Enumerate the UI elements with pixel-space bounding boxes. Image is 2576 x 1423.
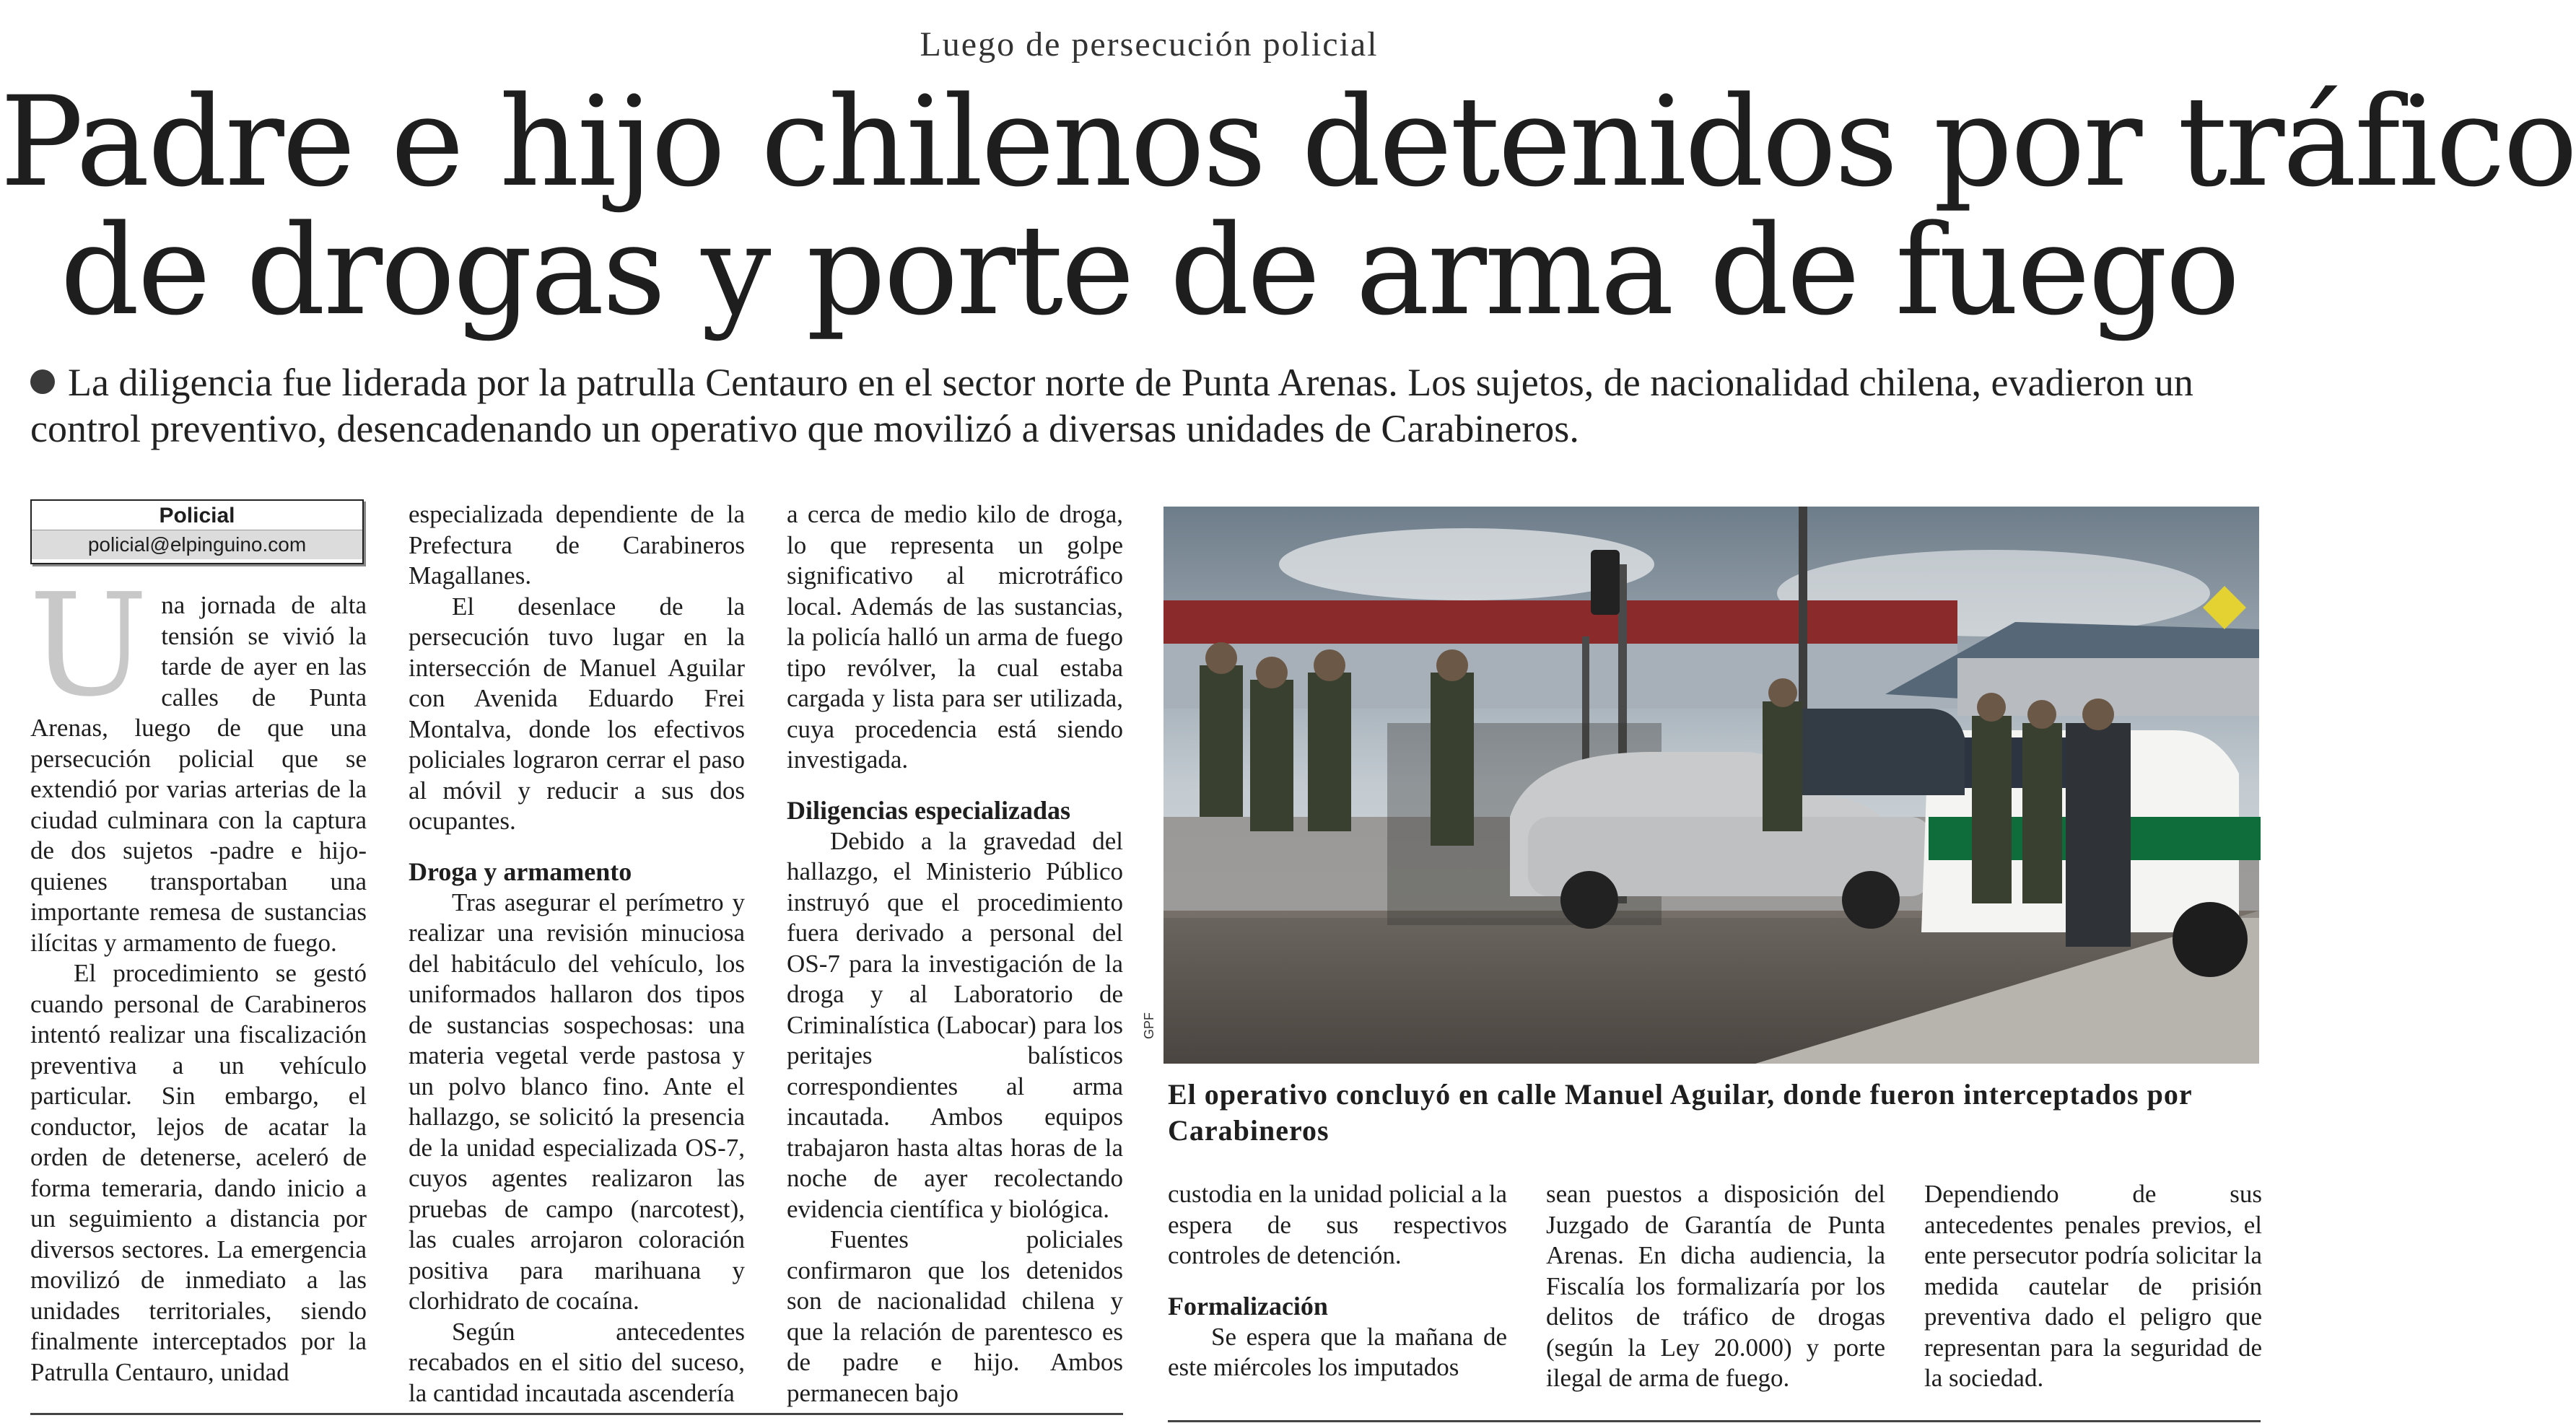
author-email[interactable]: policial@elpinguino.com	[32, 530, 362, 559]
column-1	[29, 564, 367, 1388]
byline-box	[30, 499, 364, 564]
headline	[0, 69, 2576, 343]
photo-credit: GPF	[1142, 1012, 1156, 1039]
subheading: Diligencias especializadas	[787, 795, 1070, 825]
bullet-icon	[30, 369, 55, 394]
section-label: Policial	[159, 504, 235, 527]
headline-line-1: Padre e hijo chilenos detenidos por tráfico	[0, 69, 2576, 214]
paragraph: Fuentes policiales confirmaron que los detenidos son de nacionalidad chilena y que la relación de parentesco es de padre e hijo. Ambos permanecen bajo	[787, 1225, 1123, 1407]
subheading: Formalización	[1168, 1291, 1328, 1321]
paragraph: El desenlace de la persecución tuvo lugar en la intersección de Manuel Aguilar con Avenida Eduardo Frei Montalva, donde los efectivos policiales lograron cerrar el paso al móvil y reducir a sus dos ocupantes.	[409, 592, 745, 835]
bottom-rule-left	[30, 1413, 1123, 1415]
column-4	[1168, 1179, 1507, 1383]
news-photo	[1163, 507, 2259, 1064]
drop-cap: U	[29, 564, 149, 728]
paragraph: na jornada de alta tensión se vivió la tarde de ayer en las calles de Punta Arenas, luego de que una persecución policial que se extendió por varias arterias de la ciudad culminara con la captura de dos sujetos -padre e hijo- quienes transportaban una importante remesa de sustancias ilícitas y armamento de fuego.	[30, 591, 367, 957]
paragraph: sean puestos a disposición del Juzgado de Garantía de Punta Arenas. En dicha audiencia, la Fiscalía los formalizaría por los delitos de tráfico de drogas (según la Ley 20.000) y porte ilegal de arma de fuego.	[1546, 1180, 1885, 1392]
column-2	[409, 499, 745, 1409]
paragraph: Según antecedentes recabados en el sitio del suceso, la cantidad incautada ascendería	[409, 1317, 745, 1407]
paragraph: custodia en la unidad policial a la espera de sus respectivos controles de detención.	[1168, 1180, 1507, 1269]
photo-caption: El operativo concluyó en calle Manuel Aguilar, donde fueron interceptados por Carabineros	[1168, 1078, 2192, 1147]
paragraph: a cerca de medio kilo de droga, lo que representa un golpe significativo al microtráfico local. Además de las sustancias, la policía halló un arma de fuego tipo revólver, la cual estaba cargada y lista para ser utilizada, cuya procedencia está siendo investigada.	[787, 500, 1123, 774]
headline-line-2: de drogas y porte de arma de fuego	[60, 198, 2238, 343]
kicker: Luego de persecución policial	[920, 25, 1379, 64]
paragraph: Se espera que la mañana de este miércoles los imputados	[1168, 1322, 1507, 1381]
lead-text: La diligencia fue liderada por la patrulla Centauro en el sector norte de Punta Arenas. Los sujetos, de nacionalidad chilena, evadieron un control preventivo, desencadenando un operativo que movilizó a diversas unidades de Carabineros.	[30, 361, 2193, 450]
paragraph: Tras asegurar el perímetro y realizar una revisión minuciosa del habitáculo del vehículo, los uniformados hallaron dos tipos de sustancias sospechosas: una materia vegetal verde pastosa y un polvo blanco fino. Ante el hallazgo, se solicitó la presencia de la unidad especializada OS-7, cuyos agentes realizaron las pruebas de campo (narcotest), las cuales arrojaron coloración positiva para marihuana y clorhidrato de cocaína.	[409, 888, 745, 1315]
photo-illustration	[1163, 507, 2259, 1064]
lead-paragraph	[30, 359, 2275, 452]
paragraph: Dependiendo de sus antecedentes penales previos, el ente persecutor podría solicitar la medida cautelar de prisión preventiva dado el peligro que representan para la seguridad de la sociedad.	[1924, 1180, 2262, 1392]
subheading: Droga y armamento	[409, 857, 632, 886]
bottom-rule-right	[1168, 1420, 2261, 1422]
paragraph: especializada dependiente de la Prefectura de Carabineros Magallanes.	[409, 500, 745, 590]
column-3	[787, 499, 1123, 1409]
paragraph: Debido a la gravedad del hallazgo, el Ministerio Público instruyó que el procedimiento fuera derivado a personal del OS-7 para la investigación de la droga y al Laboratorio de Criminalística (Labocar) para los peritajes balísticos correspondientes al arma incautada. Ambos equipos trabajaron hasta altas horas de la noche de ayer recolectando evidencia científica y biológica.	[787, 826, 1123, 1223]
column-6	[1924, 1179, 2262, 1394]
column-5	[1546, 1179, 1885, 1394]
paragraph: El procedimiento se gestó cuando personal de Carabineros intentó realizar una fiscalización preventiva a un vehículo particular. Sin embargo, el conductor, lejos de acatar la orden de detenerse, aceleró de forma temeraria, dando inicio a un seguimiento a distancia por diversos sectores. La emergencia movilizó de inmediato a las unidades territoriales, siendo finalmente interceptados por la Patrulla Centauro, unidad	[30, 959, 367, 1386]
